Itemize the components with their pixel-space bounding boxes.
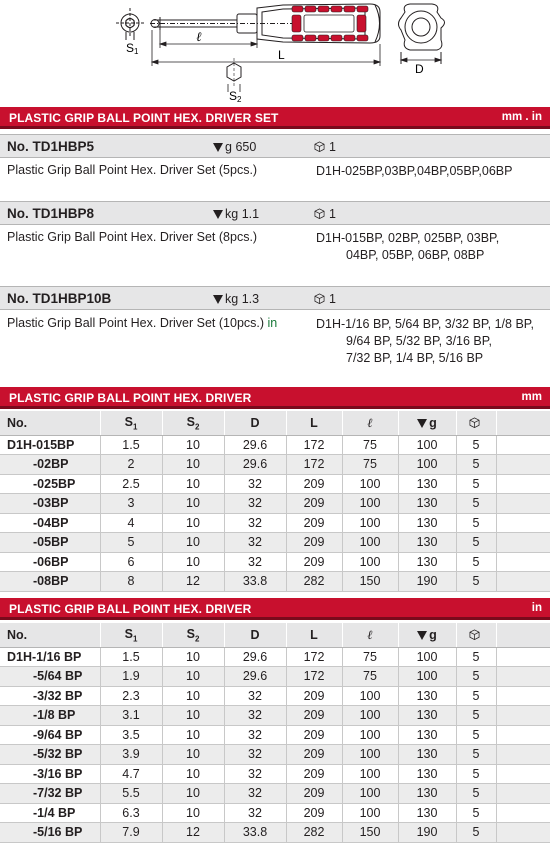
table-row (0, 803, 550, 823)
set-section-header (0, 107, 550, 129)
mm-spec-table (0, 411, 550, 592)
d-value: 32 (224, 784, 286, 804)
blade-length-value: 100 (342, 686, 398, 706)
table-row (0, 533, 550, 553)
blade-length-value: 75 (342, 647, 398, 667)
set-contents-line: 9/64 BP, 5/32 BP, 3/16 BP, (346, 334, 492, 348)
model-number: -08BP (0, 572, 100, 592)
weight-icon (213, 143, 223, 152)
qty-value: 5 (456, 764, 496, 784)
model-number: -03BP (0, 494, 100, 514)
blade-length-value: 75 (342, 435, 398, 455)
set-number: No. TD1HBP10B (7, 291, 112, 306)
qty-value: 5 (456, 784, 496, 804)
weight-value: 100 (398, 667, 456, 687)
weight-value: 130 (398, 725, 456, 745)
qty-value: 5 (456, 725, 496, 745)
s2-value: 10 (162, 513, 224, 533)
empty-cell (496, 533, 550, 553)
d-value: 32 (224, 764, 286, 784)
weight-value: 130 (398, 745, 456, 765)
model-number: -5/64 BP (0, 667, 100, 687)
set-description: Plastic Grip Ball Point Hex. Driver Set (8pcs.) (7, 230, 258, 244)
s2-value: 10 (162, 686, 224, 706)
length-value: 209 (286, 764, 342, 784)
s2-value: 10 (162, 764, 224, 784)
qty-value: 5 (456, 745, 496, 765)
length-value: 209 (286, 686, 342, 706)
weight-icon (213, 210, 223, 219)
l-dimension-label: L (278, 48, 285, 62)
d-value: 33.8 (224, 823, 286, 843)
technical-drawing (0, 0, 550, 104)
set-quantity: 1 (314, 207, 336, 221)
d-value: 32 (224, 552, 286, 572)
model-number: -5/16 BP (0, 823, 100, 843)
weight-icon (417, 419, 427, 428)
package-quantity-icon (314, 208, 325, 219)
set-contents-line: 04BP, 05BP, 06BP, 08BP (346, 248, 485, 262)
qty-value: 5 (456, 803, 496, 823)
set-contents (316, 316, 534, 367)
set-contents-line: 7/32 BP, 1/4 BP, 5/16 BP (346, 351, 484, 365)
empty-cell (496, 803, 550, 823)
d-value: 32 (224, 686, 286, 706)
table-row (0, 647, 550, 667)
d-value: 29.6 (224, 667, 286, 687)
set-description: Plastic Grip Ball Point Hex. Driver Set (10pcs.) in (7, 316, 278, 330)
blade-length-value: 100 (342, 513, 398, 533)
l-small-dimension-label: ℓ (196, 30, 202, 45)
weight-value: 130 (398, 552, 456, 572)
set-weight: kg 1.1 (213, 207, 259, 221)
length-value: 209 (286, 745, 342, 765)
qty-value: 5 (456, 686, 496, 706)
table-row (0, 513, 550, 533)
s2-value: 10 (162, 533, 224, 553)
weight-value: 130 (398, 686, 456, 706)
d-dimension-label: D (415, 62, 424, 76)
col-header-l: L (286, 623, 342, 647)
qty-value: 5 (456, 494, 496, 514)
col-header-weight: g (398, 623, 456, 647)
d-value: 32 (224, 803, 286, 823)
d-value: 32 (224, 494, 286, 514)
model-number: -06BP (0, 552, 100, 572)
length-value: 209 (286, 474, 342, 494)
col-header-no: No. (0, 623, 100, 647)
model-number: -02BP (0, 455, 100, 475)
table-row (0, 667, 550, 687)
table-row (0, 686, 550, 706)
qty-value: 5 (456, 823, 496, 843)
qty-value: 5 (456, 474, 496, 494)
table-header-row (0, 623, 550, 647)
table-row (0, 572, 550, 592)
weight-value: 100 (398, 455, 456, 475)
model-number: D1H-1/16 BP (0, 647, 100, 667)
col-header-empty (496, 623, 550, 647)
model-number: -5/32 BP (0, 745, 100, 765)
set-contents-line: D1H-1/16 BP, 5/64 BP, 3/32 BP, 1/8 BP, (316, 317, 534, 331)
mm-section-header (0, 387, 550, 409)
s1-value: 6.3 (100, 803, 162, 823)
empty-cell (496, 647, 550, 667)
blade-length-value: 100 (342, 474, 398, 494)
col-header-qty (456, 623, 496, 647)
col-header-d: D (224, 623, 286, 647)
blade-length-value: 100 (342, 784, 398, 804)
length-value: 172 (286, 435, 342, 455)
d-value: 33.8 (224, 572, 286, 592)
qty-value: 5 (456, 435, 496, 455)
s1-value: 1.5 (100, 435, 162, 455)
set-contents-line: D1H-015BP, 02BP, 025BP, 03BP, (316, 231, 500, 245)
s1-value: 3.5 (100, 725, 162, 745)
empty-cell (496, 706, 550, 726)
blade-length-value: 100 (342, 745, 398, 765)
col-header-d: D (224, 411, 286, 435)
col-header-no: No. (0, 411, 100, 435)
model-number: -3/32 BP (0, 686, 100, 706)
col-header-l: L (286, 411, 342, 435)
col-header-s2: $S_2$ (162, 411, 224, 435)
length-value: 209 (286, 803, 342, 823)
set-number: No. TD1HBP5 (7, 139, 95, 154)
table-row (0, 784, 550, 804)
table-row (0, 745, 550, 765)
model-number: -3/16 BP (0, 764, 100, 784)
empty-cell (496, 494, 550, 514)
package-quantity-icon (314, 141, 325, 152)
qty-value: 5 (456, 533, 496, 553)
col-header-empty (496, 411, 550, 435)
table-row (0, 552, 550, 572)
empty-cell (496, 764, 550, 784)
empty-cell (496, 686, 550, 706)
weight-value: 100 (398, 435, 456, 455)
s1-dimension-label: S1 (126, 41, 139, 56)
s2-value: 10 (162, 706, 224, 726)
length-value: 209 (286, 725, 342, 745)
empty-cell (496, 435, 550, 455)
d-value: 32 (224, 513, 286, 533)
col-header-s1: $S_1$ (100, 411, 162, 435)
weight-value: 190 (398, 823, 456, 843)
s2-value: 10 (162, 647, 224, 667)
s2-value: 10 (162, 435, 224, 455)
blade-length-value: 75 (342, 455, 398, 475)
col-header-qty (456, 411, 496, 435)
mm-section-title: PLASTIC GRIP BALL POINT HEX. DRIVER (9, 391, 252, 405)
col-header-s1: $S_1$ (100, 623, 162, 647)
set-number: No. TD1HBP8 (7, 206, 95, 221)
set-section-title: PLASTIC GRIP BALL POINT HEX. DRIVER SET (9, 111, 279, 125)
length-value: 172 (286, 455, 342, 475)
table-row (0, 823, 550, 843)
s2-value: 10 (162, 552, 224, 572)
model-number: -1/8 BP (0, 706, 100, 726)
package-quantity-icon (469, 417, 480, 428)
col-header-weight: g (398, 411, 456, 435)
model-number: D1H-015BP (0, 435, 100, 455)
length-value: 172 (286, 667, 342, 687)
col-header-ell: ℓ (342, 623, 398, 647)
col-header-ell: ℓ (342, 411, 398, 435)
blade-length-value: 100 (342, 725, 398, 745)
set-quantity: 1 (314, 292, 336, 306)
set-header-row (0, 201, 550, 225)
set-contents (316, 230, 499, 264)
d-value: 32 (224, 745, 286, 765)
in-section-header (0, 598, 550, 620)
package-quantity-icon (314, 293, 325, 304)
set-section-unit: mm . in (501, 111, 542, 123)
model-number: -1/4 BP (0, 803, 100, 823)
empty-cell (496, 667, 550, 687)
qty-value: 5 (456, 647, 496, 667)
weight-value: 130 (398, 474, 456, 494)
s2-value: 10 (162, 667, 224, 687)
package-quantity-icon (469, 629, 480, 640)
s1-value: 5 (100, 533, 162, 553)
s1-value: 5.5 (100, 784, 162, 804)
table-row (0, 725, 550, 745)
s2-value: 10 (162, 725, 224, 745)
d-value: 32 (224, 725, 286, 745)
blade-length-value: 150 (342, 823, 398, 843)
length-value: 282 (286, 823, 342, 843)
s1-value: 3.9 (100, 745, 162, 765)
length-value: 209 (286, 533, 342, 553)
weight-value: 190 (398, 572, 456, 592)
s1-value: 4.7 (100, 764, 162, 784)
s2-value: 10 (162, 494, 224, 514)
s2-value: 10 (162, 474, 224, 494)
length-value: 209 (286, 706, 342, 726)
empty-cell (496, 572, 550, 592)
s1-value: 4 (100, 513, 162, 533)
set-weight: kg 1.3 (213, 292, 259, 306)
model-number: -04BP (0, 513, 100, 533)
table-header-row (0, 411, 550, 435)
blade-length-value: 100 (342, 803, 398, 823)
s2-value: 12 (162, 572, 224, 592)
set-header-row (0, 134, 550, 158)
in-spec-table (0, 623, 550, 843)
s2-value: 10 (162, 745, 224, 765)
blade-length-value: 100 (342, 533, 398, 553)
weight-value: 100 (398, 647, 456, 667)
empty-cell (496, 474, 550, 494)
blade-length-value: 75 (342, 667, 398, 687)
s1-value: 1.5 (100, 647, 162, 667)
blade-length-value: 100 (342, 552, 398, 572)
s1-value: 2.3 (100, 686, 162, 706)
table-row (0, 764, 550, 784)
s2-value: 12 (162, 823, 224, 843)
s1-value: 3.1 (100, 706, 162, 726)
length-value: 172 (286, 647, 342, 667)
table-row (0, 706, 550, 726)
s1-value: 1.9 (100, 667, 162, 687)
weight-value: 130 (398, 784, 456, 804)
s1-value: 2.5 (100, 474, 162, 494)
qty-value: 5 (456, 513, 496, 533)
d-value: 32 (224, 533, 286, 553)
d-value: 29.6 (224, 647, 286, 667)
qty-value: 5 (456, 706, 496, 726)
table-row (0, 494, 550, 514)
length-value: 282 (286, 572, 342, 592)
model-number: -9/64 BP (0, 725, 100, 745)
blade-length-value: 150 (342, 572, 398, 592)
empty-cell (496, 725, 550, 745)
weight-icon (417, 631, 427, 640)
length-value: 209 (286, 513, 342, 533)
set-description: Plastic Grip Ball Point Hex. Driver Set (5pcs.) (7, 163, 258, 177)
mm-section-unit: mm (521, 391, 542, 403)
empty-cell (496, 823, 550, 843)
empty-cell (496, 784, 550, 804)
s1-value: 3 (100, 494, 162, 514)
weight-icon (213, 295, 223, 304)
s1-value: 8 (100, 572, 162, 592)
length-value: 209 (286, 552, 342, 572)
d-value: 32 (224, 706, 286, 726)
empty-cell (496, 513, 550, 533)
qty-value: 5 (456, 572, 496, 592)
model-number: -05BP (0, 533, 100, 553)
length-value: 209 (286, 784, 342, 804)
s2-dimension-label: S2 (229, 89, 242, 104)
length-value: 209 (286, 494, 342, 514)
weight-value: 130 (398, 533, 456, 553)
table-row (0, 455, 550, 475)
s2-value: 10 (162, 455, 224, 475)
weight-value: 130 (398, 706, 456, 726)
qty-value: 5 (456, 667, 496, 687)
blade-length-value: 100 (342, 494, 398, 514)
s2-value: 10 (162, 803, 224, 823)
s1-value: 7.9 (100, 823, 162, 843)
set-quantity: 1 (314, 140, 336, 154)
s1-value: 2 (100, 455, 162, 475)
s1-value: 6 (100, 552, 162, 572)
d-value: 32 (224, 474, 286, 494)
weight-value: 130 (398, 513, 456, 533)
set-weight: g 650 (213, 140, 256, 154)
empty-cell (496, 455, 550, 475)
qty-value: 5 (456, 455, 496, 475)
col-header-s2: $S_2$ (162, 623, 224, 647)
set-contents (316, 163, 512, 180)
d-value: 29.6 (224, 455, 286, 475)
s2-value: 10 (162, 784, 224, 804)
table-row (0, 474, 550, 494)
d-value: 29.6 (224, 435, 286, 455)
set-header-row (0, 286, 550, 310)
blade-length-value: 100 (342, 764, 398, 784)
in-section-unit: in (531, 602, 542, 614)
qty-value: 5 (456, 552, 496, 572)
model-number: -025BP (0, 474, 100, 494)
blade-length-value: 100 (342, 706, 398, 726)
weight-value: 130 (398, 803, 456, 823)
table-row (0, 435, 550, 455)
in-section-title: PLASTIC GRIP BALL POINT HEX. DRIVER (9, 602, 252, 616)
model-number: -7/32 BP (0, 784, 100, 804)
empty-cell (496, 745, 550, 765)
weight-value: 130 (398, 494, 456, 514)
weight-value: 130 (398, 764, 456, 784)
set-contents-line: D1H-025BP,03BP,04BP,05BP,06BP (316, 164, 513, 178)
empty-cell (496, 552, 550, 572)
